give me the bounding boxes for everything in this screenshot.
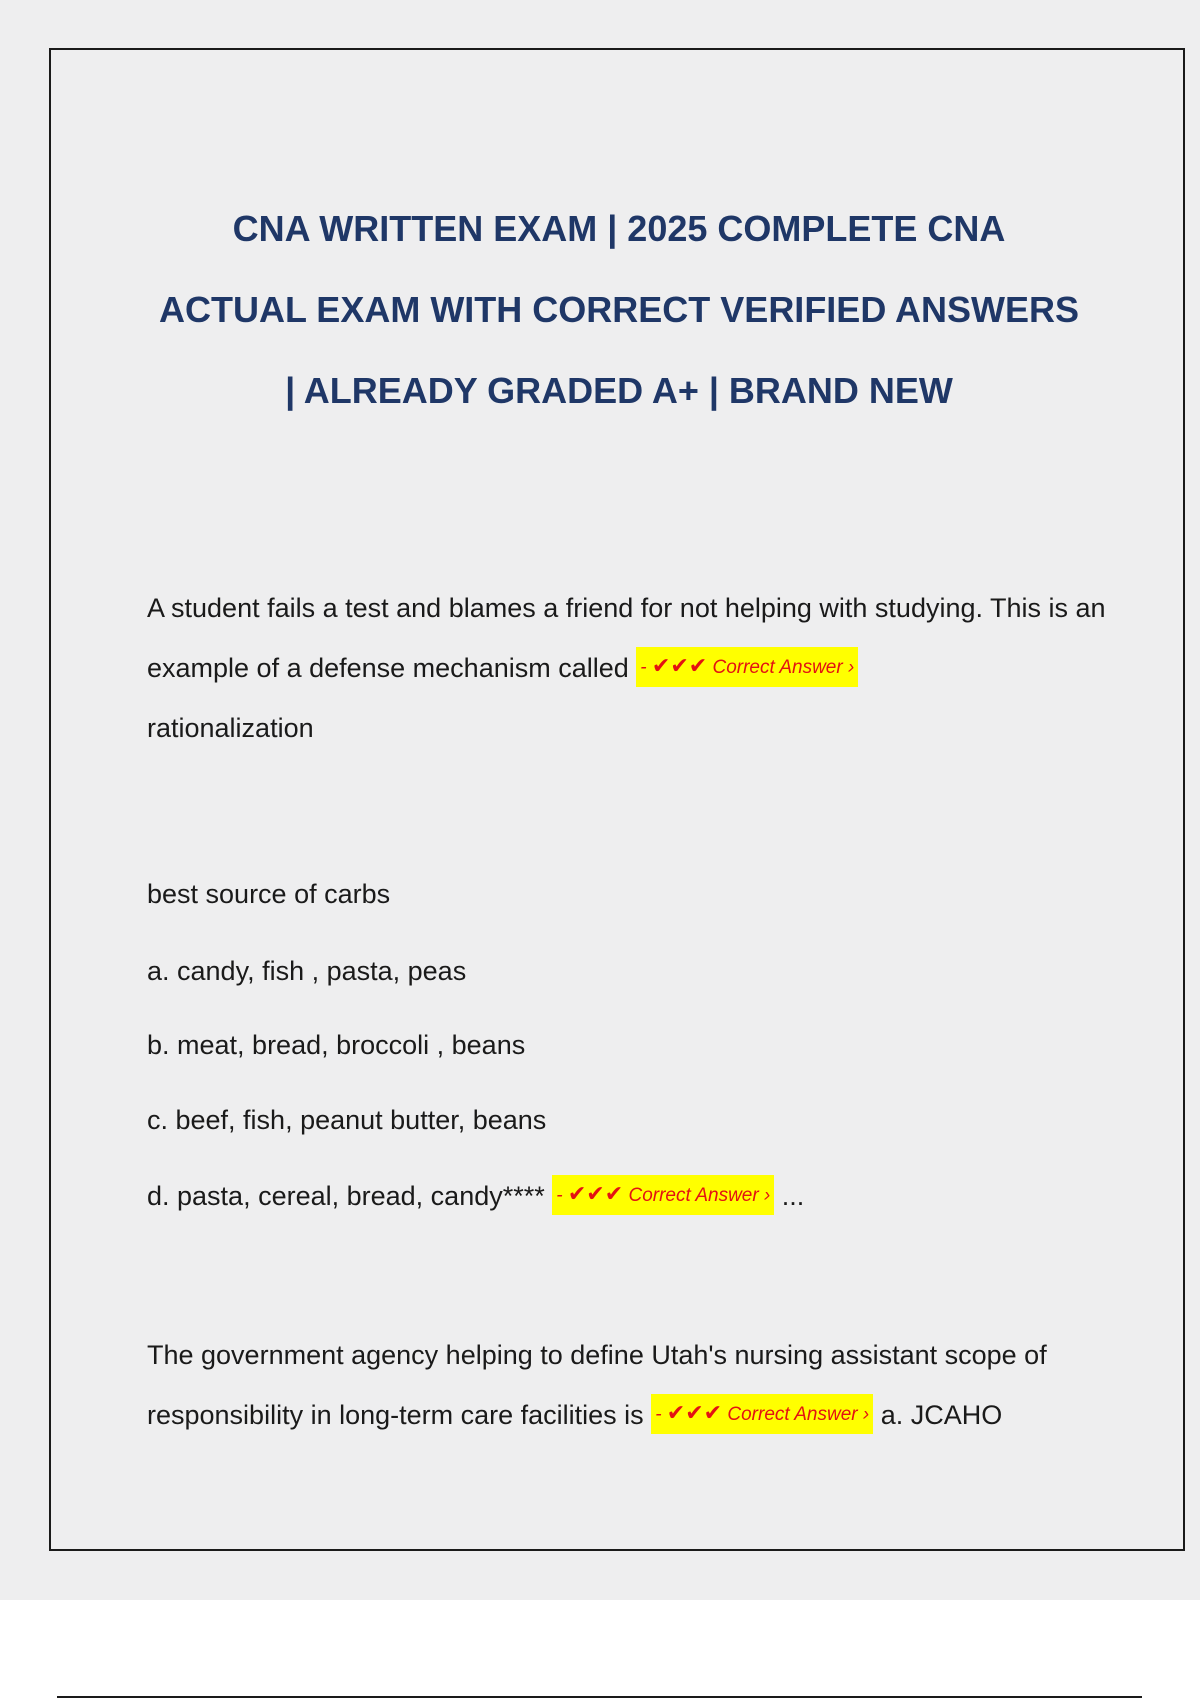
question-3 <box>147 1325 1137 1445</box>
correct-answer-tag: - ✔✔✔ Correct Answer › <box>552 1175 774 1215</box>
title-line: ACTUAL EXAM WITH CORRECT VERIFIED ANSWERS <box>158 289 1079 330</box>
question-text: The government agency helping to define Utah's nursing assistant scope of responsibility in long-term care facilities is <box>147 1340 1047 1430</box>
option-text: d. pasta, cereal, bread, candy**** <box>147 1181 553 1211</box>
question-2-stem: best source of carbs <box>147 879 391 909</box>
document-frame <box>49 48 1185 1551</box>
question-1 <box>147 578 1137 758</box>
title-line: | ALREADY GRADED A+ | BRAND NEW <box>285 370 953 411</box>
answer-text: ... <box>774 1181 805 1211</box>
checkmarks-icon: ✔✔✔ <box>567 1180 624 1206</box>
option-b: b. meat, bread, broccoli , beans <box>147 1030 526 1060</box>
question-text: A student fails a test and blames a friend for not helping with studying. This is an example of a defense mechanism called <box>147 593 1106 683</box>
option-c: c. beef, fish, peanut butter, beans <box>147 1105 547 1135</box>
title-line: CNA WRITTEN EXAM | 2025 COMPLETE CNA <box>232 208 1006 249</box>
checkmarks-icon: ✔✔✔ <box>651 652 708 678</box>
option-a: a. candy, fish , pasta, peas <box>147 956 467 986</box>
answer-text: rationalization <box>147 713 314 743</box>
option-d <box>147 1176 1137 1218</box>
correct-answer-tag: - ✔✔✔ Correct Answer › <box>636 647 858 687</box>
footer-divider <box>57 1696 1142 1698</box>
checkmarks-icon: ✔✔✔ <box>666 1399 723 1425</box>
answer-text: a. JCAHO <box>873 1400 1003 1430</box>
correct-answer-tag: - ✔✔✔ Correct Answer › <box>651 1394 873 1434</box>
document-title <box>51 188 1187 431</box>
